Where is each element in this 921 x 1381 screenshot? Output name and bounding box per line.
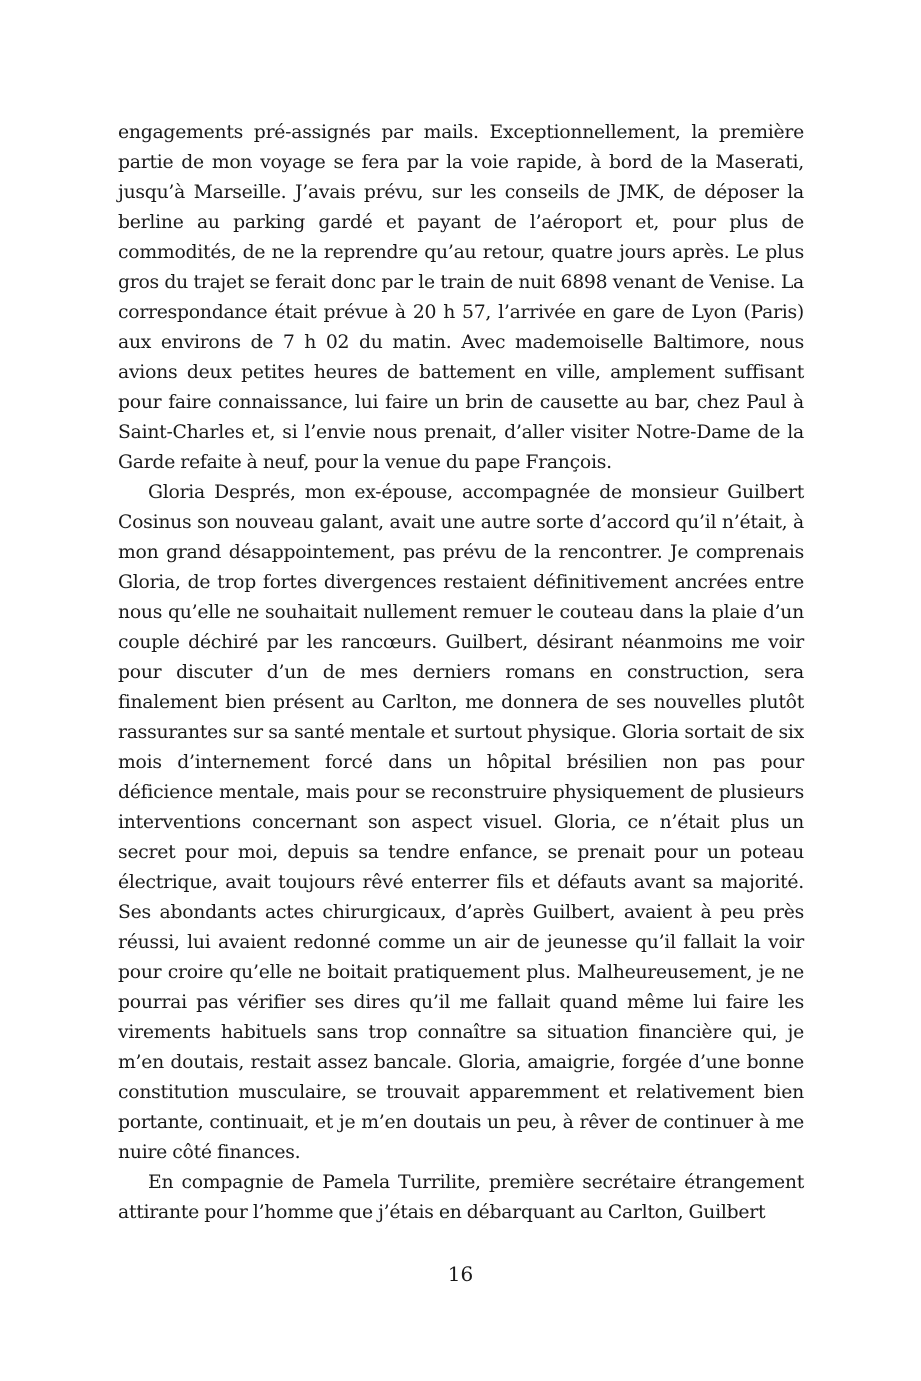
paragraph-2: Gloria Després, mon ex-épouse, accompagnée de monsieur Guilbert Cosinus son nouveau galant, avait une autre sorte d’accord qu’il n’était, à mon grand désappointement, pas prévu de la rencontrer. Je comprenais Gloria, de trop fortes divergences restaient définitivement ancrées entre nous qu’elle ne souhaitait nullement remuer le couteau dans la plaie d’un couple déchiré par les rancœurs. Guilbert, désirant néanmoins me voir pour discuter d’un de mes derniers romans en construction, sera finalement bien présent au Carlton, me donnera de ses nouvelles plutôt rassurantes sur sa santé mentale et surtout physique. Gloria sortait de six mois d’internement forcé dans un hôpital brésilien non pas pour déficience mentale, mais pour se reconstruire physiquement de plusieurs interventions concernant son aspect visuel. Gloria, ce n’était plus un secret pour moi, depuis sa tendre enfance, se prenait pour un poteau électrique, avait toujours rêvé enterrer fils et défauts avant sa majorité. Ses abondants actes chirurgicaux, d’après Guilbert, avaient à peu près réussi, lui avaient redonné comme un air de jeunesse qu’il fallait la voir pour croire qu’elle ne boitait pratiquement plus. Malheureusement, je ne pourrai pas vérifier ses dires qu’il me fallait quand même lui faire les virements habituels sans trop connaître sa situation financière qui, je m’en doutais, restait assez bancale. Gloria, amaigrie, forgée d’une bonne constitution musculaire, se trouvait apparemment et relativement bien portante, continuait, et je m’en doutais un peu, à rêver de continuer à me nuire côté finances. bbox=[118, 482, 804, 1163]
page-number: 16 bbox=[447, 1262, 474, 1286]
page-body bbox=[118, 118, 804, 1228]
paragraph-1: engagements pré-assignés par mails. Exceptionnellement, la première partie de mon voyage se fera par la voie rapide, à bord de la Maserati, jusqu’à Marseille. J’avais prévu, sur les conseils de JMK, de déposer la berline au parking gardé et payant de l’aéroport et, pour plus de commodités, de ne la reprendre qu’au retour, quatre jours après. Le plus gros du trajet se ferait donc par le train de nuit 6898 venant de Venise. La correspondance était prévue à 20 h 57, l’arrivée en gare de Lyon (Paris) aux environs de 7 h 02 du matin. Avec mademoiselle Baltimore, nous avions deux petites heures de battement en ville, amplement suffisant pour faire connaissance, lui faire un brin de causette au bar, chez Paul à Saint-Charles et, si l’envie nous prenait, d’aller visiter Notre-Dame de la Garde refaite à neuf, pour la venue du pape François. bbox=[118, 122, 804, 473]
paragraph-3: En compagnie de Pamela Turrilite, première secrétaire étrangement attirante pour l’homme que j’étais en débarquant au Carlton, Guilbert bbox=[118, 1172, 804, 1223]
